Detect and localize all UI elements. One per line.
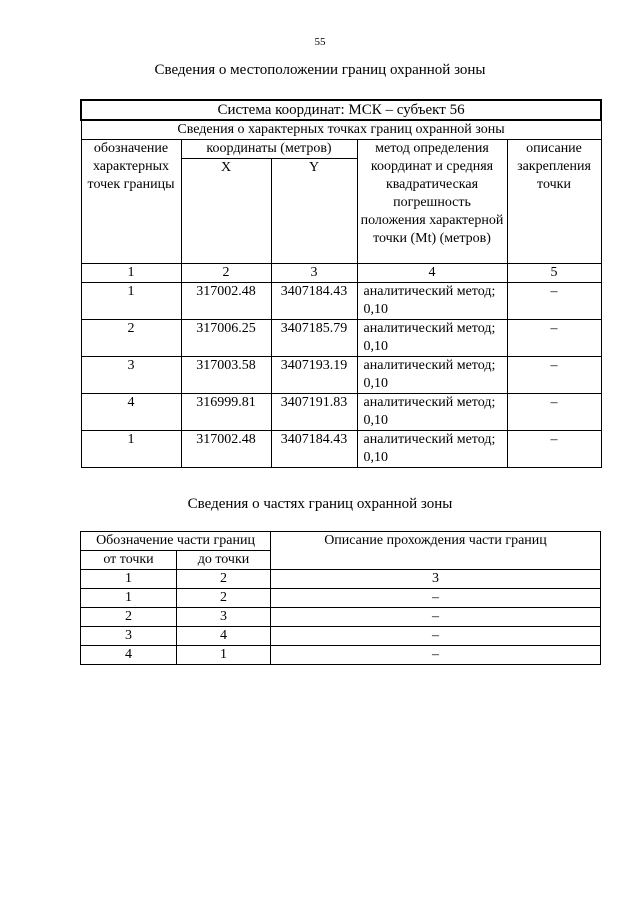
desc-cell: – <box>271 589 601 608</box>
col-num-cell: 4 <box>357 264 507 283</box>
table-row <box>81 589 601 608</box>
header-row-1 <box>81 140 601 159</box>
desc-cell: – <box>507 431 601 468</box>
point-cell: 1 <box>81 431 181 468</box>
from-cell: 3 <box>81 627 177 646</box>
coord-system-cell: Система координат: МСК – субъект 56 <box>81 100 601 120</box>
table-row <box>81 431 601 468</box>
table-row <box>81 283 601 320</box>
desc-cell: – <box>507 394 601 431</box>
table-row <box>81 394 601 431</box>
col-num-cell: 1 <box>81 264 181 283</box>
boundary-parts-table <box>80 531 601 665</box>
column-numbers-row <box>81 264 601 283</box>
method-cell: аналитический метод; 0,10 <box>357 283 507 320</box>
col-num-cell: 1 <box>81 570 177 589</box>
col-num-cell: 5 <box>507 264 601 283</box>
col-num-cell: 2 <box>177 570 271 589</box>
coord-system-row <box>81 100 601 120</box>
method-cell: аналитический метод; 0,10 <box>357 431 507 468</box>
col-num-cell: 3 <box>271 570 601 589</box>
y-cell: 3407185.79 <box>271 320 357 357</box>
section-title-boundaries: Сведения о местоположении границ охранной зоны <box>154 62 486 78</box>
column-numbers-row <box>81 570 601 589</box>
table-row <box>81 320 601 357</box>
table-row <box>81 608 601 627</box>
page-number: 55 <box>314 36 326 48</box>
desc-cell: – <box>271 646 601 665</box>
x-cell: 317003.58 <box>181 357 271 394</box>
desc-cell: – <box>271 608 601 627</box>
from-cell: 2 <box>81 608 177 627</box>
header-from: от точки <box>81 551 177 570</box>
header-designation: обозначение характерных точек границы <box>81 140 181 264</box>
header-coordinates: координаты (метров) <box>181 140 357 159</box>
section-title-parts: Сведения о частях границ охранной зоны <box>187 496 453 512</box>
header-part-designation: Обозначение части границ <box>81 532 271 551</box>
subtitle-row <box>81 120 601 140</box>
to-cell: 4 <box>177 627 271 646</box>
x-cell: 317002.48 <box>181 283 271 320</box>
y-cell: 3407184.43 <box>271 283 357 320</box>
col-num-cell: 3 <box>271 264 357 283</box>
y-cell: 3407184.43 <box>271 431 357 468</box>
point-cell: 1 <box>81 283 181 320</box>
y-cell: 3407193.19 <box>271 357 357 394</box>
header-to: до точки <box>177 551 271 570</box>
subtitle-cell: Сведения о характерных точках границ охранной зоны <box>81 120 601 140</box>
from-cell: 4 <box>81 646 177 665</box>
desc-cell: – <box>507 357 601 394</box>
desc-cell: – <box>507 320 601 357</box>
point-cell: 2 <box>81 320 181 357</box>
method-cell: аналитический метод; 0,10 <box>357 357 507 394</box>
header-row-1 <box>81 532 601 551</box>
header-part-description: Описание прохождения части границ <box>271 532 601 570</box>
to-cell: 3 <box>177 608 271 627</box>
table-row <box>81 627 601 646</box>
col-num-cell: 2 <box>181 264 271 283</box>
header-y: Y <box>271 159 357 264</box>
x-cell: 317006.25 <box>181 320 271 357</box>
x-cell: 316999.81 <box>181 394 271 431</box>
to-cell: 1 <box>177 646 271 665</box>
table-row <box>81 357 601 394</box>
from-cell: 1 <box>81 589 177 608</box>
characteristic-points-table <box>80 99 602 468</box>
header-description: описание закрепления точки <box>507 140 601 264</box>
method-cell: аналитический метод; 0,10 <box>357 320 507 357</box>
header-x: X <box>181 159 271 264</box>
table-row <box>81 646 601 665</box>
desc-cell: – <box>271 627 601 646</box>
header-method: метод определения координат и средняя квадратическая погрешность положения характерной точки (Mt) (метров) <box>357 140 507 264</box>
point-cell: 4 <box>81 394 181 431</box>
to-cell: 2 <box>177 589 271 608</box>
method-cell: аналитический метод; 0,10 <box>357 394 507 431</box>
desc-cell: – <box>507 283 601 320</box>
point-cell: 3 <box>81 357 181 394</box>
y-cell: 3407191.83 <box>271 394 357 431</box>
x-cell: 317002.48 <box>181 431 271 468</box>
